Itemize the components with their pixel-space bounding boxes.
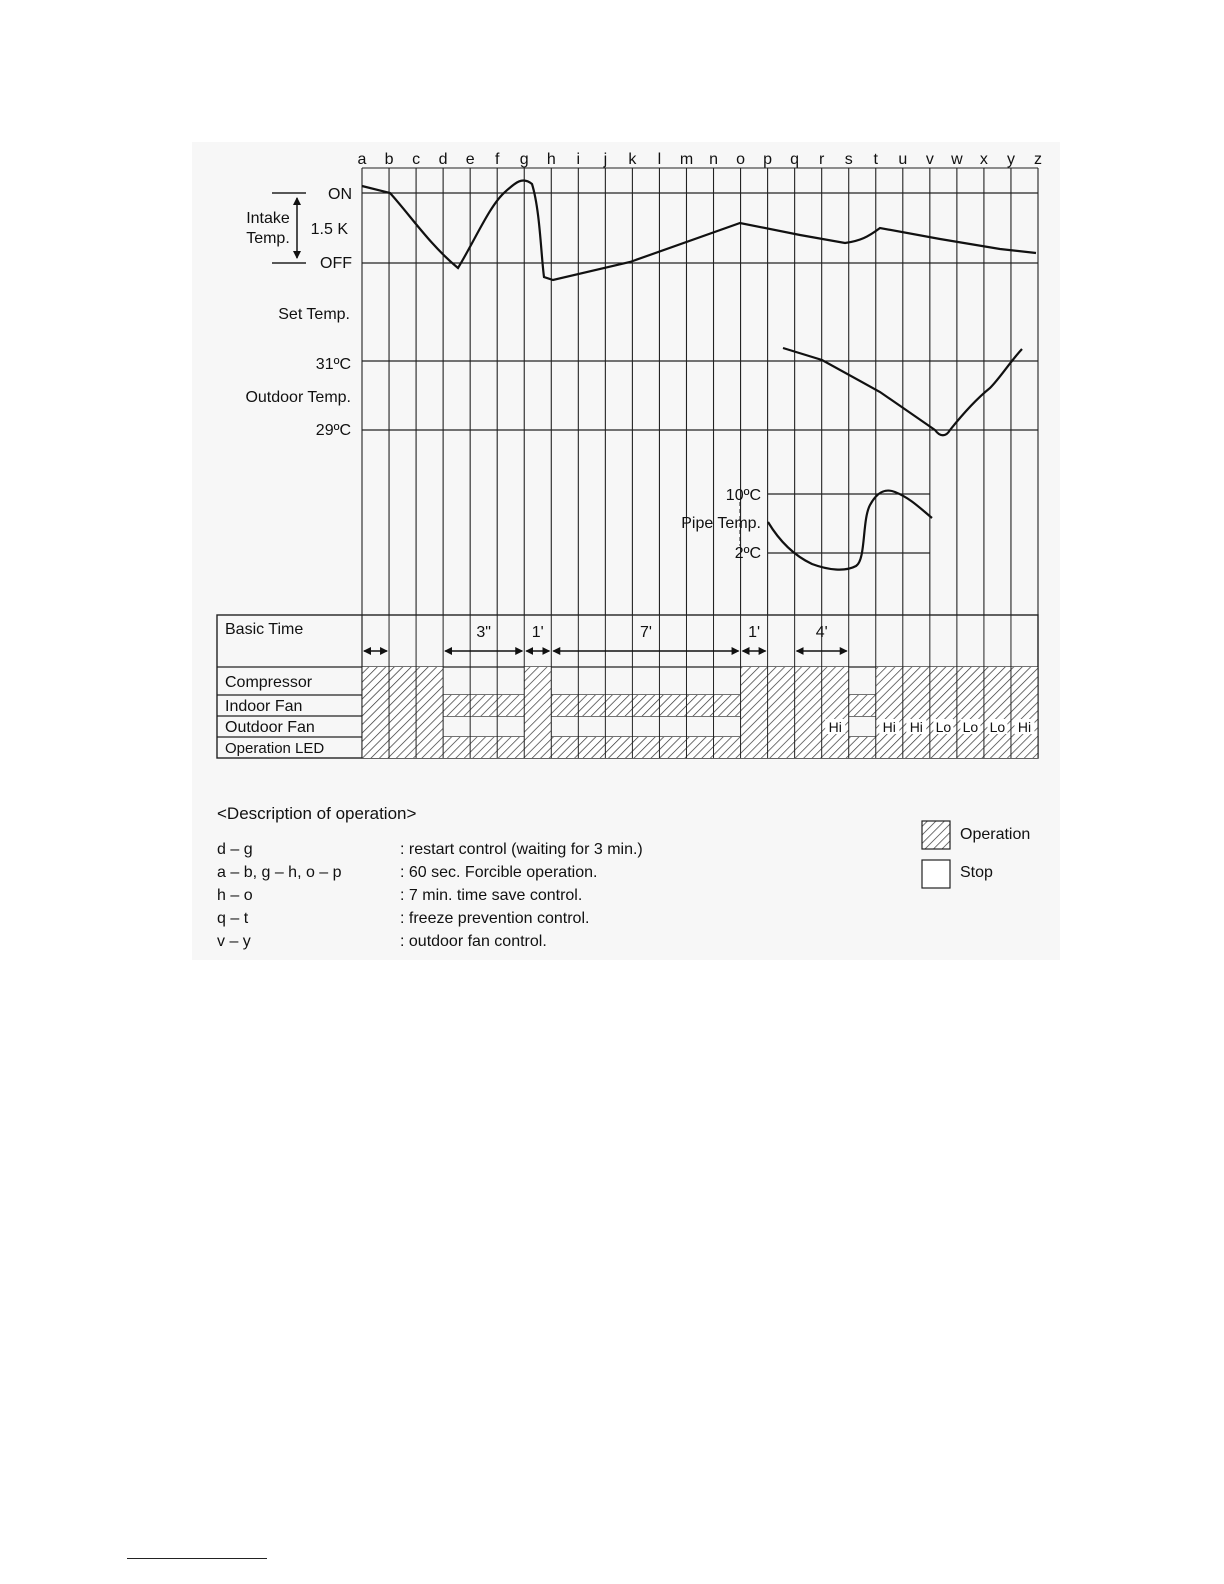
legend-operation-swatch (922, 821, 950, 849)
time-label-j: j (603, 151, 608, 168)
interval-label-o-p: 1' (748, 624, 761, 641)
fan-speed-label-6: Hi (1017, 719, 1032, 735)
fan-speed-label-0: Hi (828, 719, 842, 735)
pipe-temp-label: Pipe Temp. (681, 515, 761, 532)
time-label-a: a (357, 151, 367, 168)
time-label-g: g (519, 151, 529, 168)
legend-stop-swatch (922, 860, 950, 888)
time-label-y: y (1006, 151, 1015, 168)
indoor-fan-on-span-0 (362, 695, 1038, 716)
desc-range-1: d – g (217, 841, 253, 858)
desc-range-3: h – o (217, 887, 253, 904)
time-label-m: m (679, 151, 694, 168)
time-label-u: u (898, 151, 908, 168)
intake-diff-label: 1.5 K (310, 221, 348, 238)
interval-label-q-s: 4' (815, 624, 828, 641)
desc-text-4: : freeze prevention control. (400, 910, 590, 927)
time-label-v: v (925, 151, 934, 168)
time-label-q: q (790, 151, 800, 168)
outdoor-high-label: 31ºC (315, 356, 351, 373)
row-label-basic-time: Basic Time (225, 621, 304, 638)
fan-speed-label-5: Lo (989, 719, 1006, 735)
time-label-t: t (873, 151, 878, 168)
legend-operation-label: Operation (960, 826, 1031, 843)
outdoor-temp-label: Outdoor Temp. (245, 389, 351, 406)
time-label-p: p (763, 151, 773, 168)
set-temp-label: Set Temp. (278, 306, 350, 323)
desc-text-1: : restart control (waiting for 3 min.) (400, 841, 643, 858)
time-label-f: f (494, 151, 500, 168)
intake-off-label: OFF (320, 255, 352, 272)
footnote-rule (127, 1558, 267, 1559)
outdoor-low-label: 29ºC (315, 422, 351, 439)
desc-text-5: : outdoor fan control. (400, 933, 547, 950)
time-label-i: i (576, 151, 581, 168)
desc-text-2: : 60 sec. Forcible operation. (400, 864, 598, 881)
desc-range-4: q – t (217, 910, 249, 927)
time-label-w: w (951, 151, 963, 168)
operation-led-on-span-0 (362, 737, 1038, 758)
fan-speed-label-3: Lo (935, 719, 952, 735)
description-title: <Description of operation> (217, 804, 417, 823)
row-label-compressor: Compressor (225, 674, 313, 691)
time-label-d: d (438, 151, 448, 168)
legend-stop-label: Stop (960, 864, 993, 881)
interval-label-g-h: 1' (531, 624, 544, 641)
interval-label-h-o: 7' (639, 624, 652, 641)
time-label-k: k (628, 151, 637, 168)
desc-range-2: a – b, g – h, o – p (217, 864, 342, 881)
fan-speed-label-4: Lo (962, 719, 979, 735)
time-label-z: z (1034, 151, 1042, 168)
pipe-high-label: 10ºC (725, 487, 761, 504)
row-label-operation-led: Operation LED (225, 740, 325, 757)
row-label-indoor-fan: Indoor Fan (225, 698, 303, 715)
outdoor-fan-on-span-1 (524, 716, 551, 737)
desc-text-3: : 7 min. time save control. (400, 887, 583, 904)
time-label-h: h (546, 151, 556, 168)
fan-speed-label-2: Hi (909, 719, 923, 735)
compressor-on-span-0 (362, 667, 443, 695)
time-label-c: c (412, 151, 421, 168)
time-label-x: x (979, 151, 988, 168)
intake-label-line2: Temp. (246, 230, 290, 247)
time-label-o: o (736, 151, 746, 168)
time-label-s: s (844, 151, 853, 168)
pipe-low-label: 2ºC (734, 545, 761, 562)
time-label-b: b (384, 151, 394, 168)
interval-label-d-g: 3" (476, 624, 491, 641)
fan-speed-label-1: Hi (882, 719, 896, 735)
time-label-n: n (709, 151, 718, 168)
row-label-outdoor-fan: Outdoor Fan (225, 719, 315, 736)
compressor-on-span-1 (524, 667, 551, 695)
time-label-e: e (465, 151, 475, 168)
desc-range-5: v – y (217, 933, 251, 950)
intake-on-label: ON (328, 186, 352, 203)
outdoor-fan-on-span-0 (362, 716, 443, 737)
intake-label-line1: Intake (246, 210, 290, 227)
time-label-r: r (819, 151, 825, 168)
time-label-l: l (657, 151, 662, 168)
